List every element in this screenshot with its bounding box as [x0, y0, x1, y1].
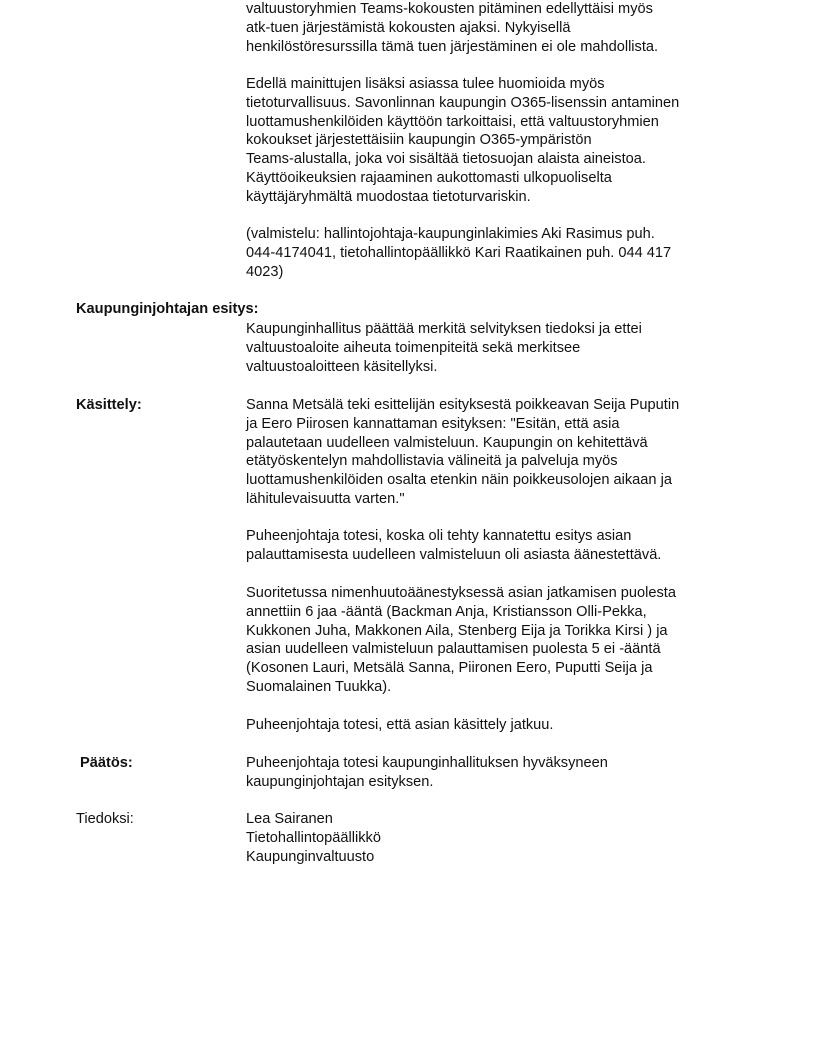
handling-paragraph-4 — [246, 716, 746, 735]
text-line: atk-tuen järjestämistä kokousten ajaksi. Nykyisellä — [246, 19, 571, 36]
text-line: Kaupunginhallitus päättää merkitä selvityksen tiedoksi ja ettei — [246, 321, 642, 337]
recipient: Kaupunginvaltuusto — [246, 848, 375, 865]
text-line: palautetaan uudelleen valmisteluun. Kaupungin on kehitettävä — [246, 434, 648, 451]
text-line: valtuustoaloite aiheuta toimenpiteitä sekä merkitsee — [246, 339, 581, 356]
decision-label: Päätös: — [80, 755, 133, 771]
for-info-label: Tiedoksi: — [76, 811, 134, 827]
text-line: Suoritetussa nimenhuutoäänestyksessä asian jatkamisen puolesta — [246, 585, 676, 601]
text-line: luottamushenkilöiden osalta etenkin näin poikkeusolojen aikaan ja — [246, 472, 672, 489]
intro-paragraph-2 — [246, 75, 746, 207]
text-line: Puheenjohtaja totesi kaupunginhallituksen hyväksyneen — [246, 755, 608, 771]
text-line: Käyttöoikeuksien rajaaminen aukottomasti ulkopuoliselta — [246, 169, 612, 186]
recipient: Tietohallintopäällikkö — [246, 829, 381, 846]
text-line: annettiin 6 jaa -ääntä (Backman Anja, Kristiansson Olli-Pekka, — [246, 603, 647, 620]
text-line: henkilöstöresurssilla tämä tuen järjestäminen ei ole mahdollista. — [246, 38, 659, 55]
proposal-text — [246, 320, 746, 376]
text-line: lähitulevaisuutta varten." — [246, 490, 405, 507]
proposal-label: Kaupunginjohtajan esitys: — [76, 301, 259, 317]
handling-paragraph-3 — [246, 584, 746, 697]
text-line: kaupunginjohtajan esityksen. — [246, 773, 434, 790]
text-line: Teams-alustalla, joka voi sisältää tietosuojan alaista aineistoa. — [246, 151, 646, 168]
decision-text — [246, 754, 746, 792]
text-line: Puheenjohtaja totesi, että asian käsittely jatkuu. — [246, 717, 554, 733]
text-line: tietoturvallisuus. Savonlinnan kaupungin O365-lisenssin antaminen — [246, 94, 680, 111]
text-line: Puheenjohtaja totesi, koska oli tehty kannatettu esitys asian — [246, 528, 632, 544]
for-info-recipients — [246, 810, 746, 866]
text-line: Edellä mainittujen lisäksi asiassa tulee huomioida myös — [246, 76, 605, 92]
text-line: etätyöskentelyn mahdollistavia välineitä ja palveluja myös — [246, 453, 618, 470]
text-line: asian uudelleen valmisteluun palauttamisen puolesta 5 ei -ääntä — [246, 641, 661, 658]
text-line: ja Eero Piirosen kannattaman esityksen: "Esitän, että asia — [246, 415, 620, 432]
text-line: palauttamisesta uudelleen valmisteluun oli asiasta äänestettävä. — [246, 546, 662, 563]
text-line: valtuustoryhmien Teams-kokousten pitäminen edellyttäisi myös — [246, 1, 653, 17]
text-line: luottamushenkilöiden käyttöön tarkoittaisi, että valtuustoryhmien — [246, 113, 659, 130]
handling-paragraph-1 — [246, 396, 746, 509]
text-line: Kukkonen Juha, Makkonen Aila, Stenberg Eija ja Torikka Kirsi ) ja — [246, 622, 668, 639]
text-line: käyttäjäryhmältä muodostaa tietoturvariskin. — [246, 188, 531, 205]
text-line: 044-4174041, tietohallintopäällikkö Kari Raatikainen puh. 044 417 — [246, 244, 672, 261]
text-line: Suomalainen Tuukka). — [246, 678, 392, 695]
text-line: valtuustoaloitteen käsitellyksi. — [246, 358, 438, 375]
recipient: Lea Sairanen — [246, 811, 333, 827]
handling-paragraph-2 — [246, 527, 746, 565]
handling-label: Käsittely: — [76, 397, 142, 413]
text-line: kokoukset järjestettäisiin kaupungin O365-ympäristön — [246, 132, 592, 149]
text-line: (valmistelu: hallintojohtaja-kaupunginlakimies Aki Rasimus puh. — [246, 226, 655, 242]
text-line: 4023) — [246, 263, 284, 280]
intro-paragraph-1 — [246, 0, 746, 56]
preparation-note — [246, 225, 746, 281]
text-line: (Kosonen Lauri, Metsälä Sanna, Piironen Eero, Puputti Seija ja — [246, 660, 653, 677]
text-line: Sanna Metsälä teki esittelijän esityksestä poikkeavan Seija Puputin — [246, 397, 680, 413]
